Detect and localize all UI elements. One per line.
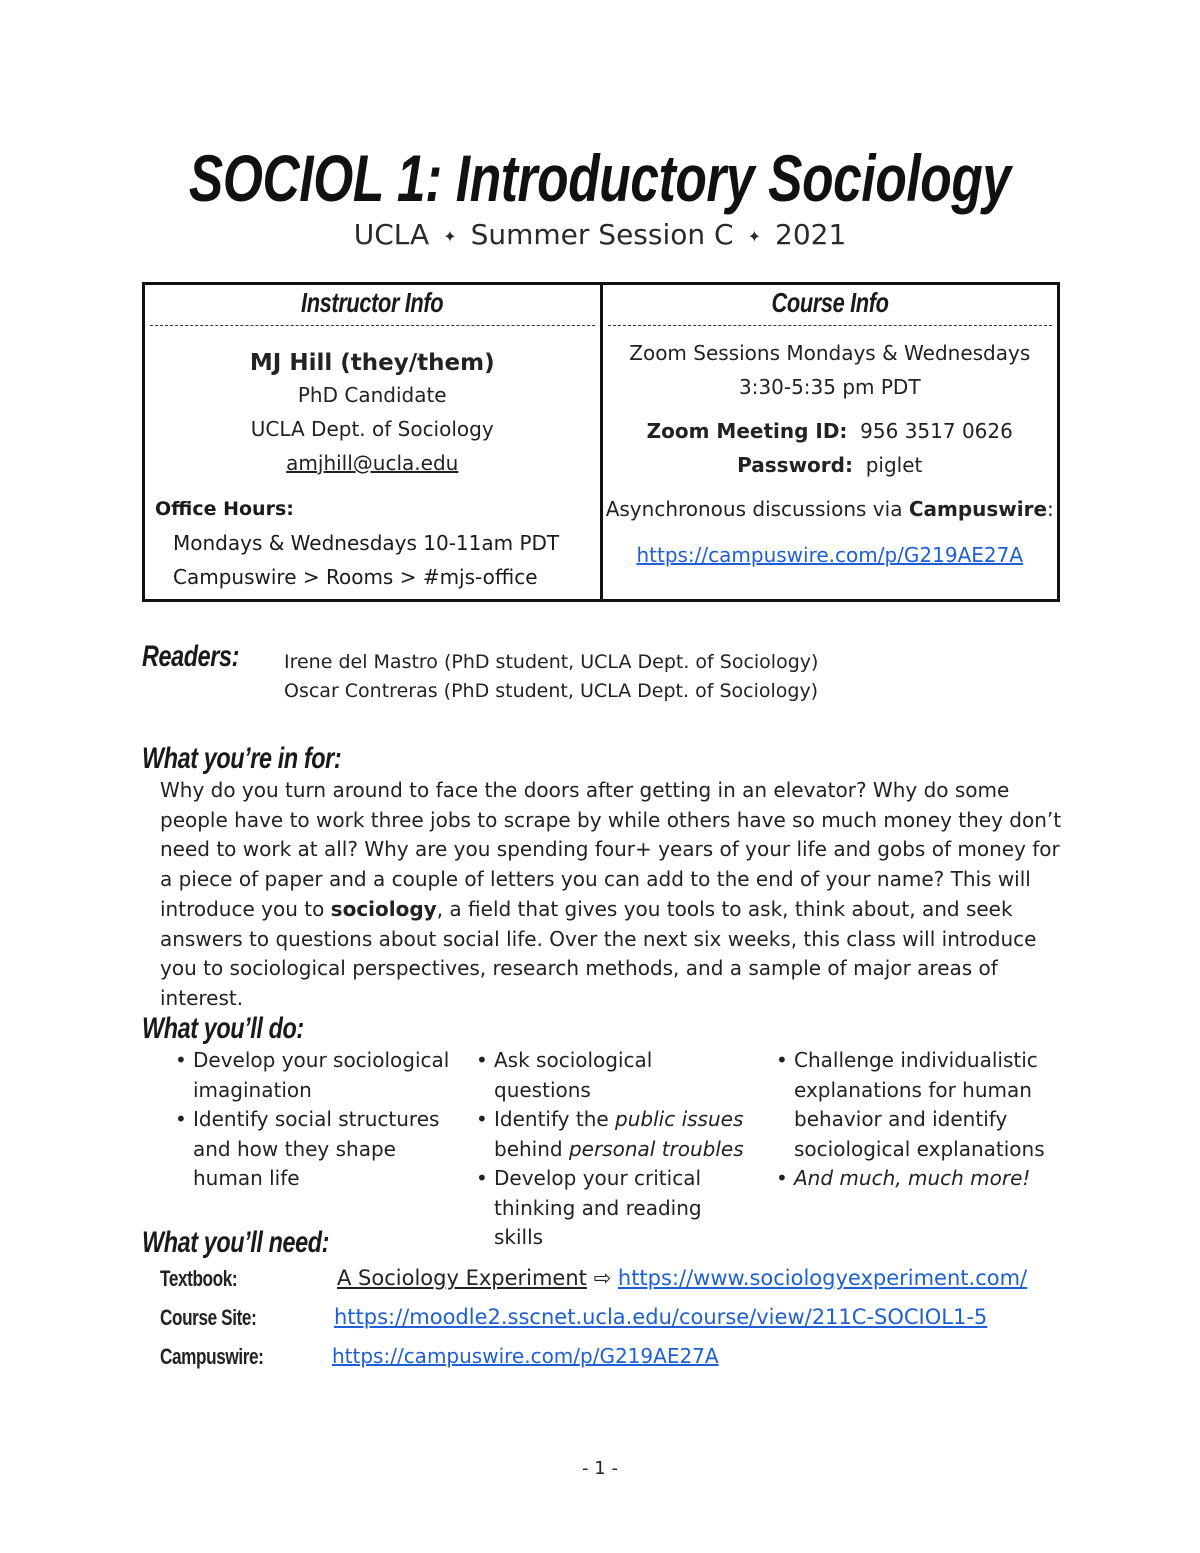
textbook-label: Textbook: xyxy=(160,1266,238,1291)
zoom-meeting-id: Zoom Meeting ID: 956 3517 0626 xyxy=(646,419,1013,443)
instructor-heading: Instructor Info xyxy=(150,285,595,326)
course-site-link[interactable]: https://moodle2.sscnet.ucla.edu/course/view/211C-SOCIOL1-5 xyxy=(334,1305,988,1329)
list-item: • Identify the public issues behind personal troubles xyxy=(474,1105,754,1164)
subtitle xyxy=(0,218,1200,251)
instructor-name: MJ Hill (they/them) xyxy=(249,350,495,376)
reader-item: Oscar Contreras (PhD student, UCLA Dept. of Sociology) xyxy=(284,680,819,702)
page-title: SOCIOL 1: Introductory Sociology xyxy=(189,141,1011,215)
course-site-label: Course Site: xyxy=(160,1305,257,1330)
todo-list-3 xyxy=(774,1046,1049,1194)
info-box xyxy=(142,282,1060,602)
campuswire-url-link[interactable]: https://campuswire.com/p/G219AE27A xyxy=(332,1344,719,1368)
textbook-title-link[interactable]: A Sociology Experiment xyxy=(337,1266,587,1290)
todo-list-1 xyxy=(173,1046,458,1194)
readers-list xyxy=(284,648,818,706)
instructor-role: PhD Candidate xyxy=(297,383,447,407)
instructor-info xyxy=(145,285,600,599)
star-icon: ✦ xyxy=(443,226,457,246)
subtitle-year: 2021 xyxy=(775,218,847,251)
todo-list-2 xyxy=(474,1046,754,1253)
campuswire-link[interactable]: https://campuswire.com/p/G219AE27A xyxy=(636,543,1024,567)
office-hours-time: Mondays & Wednesdays 10-11am PDT xyxy=(173,531,560,555)
list-item: • Identify social structures and how they shape human life xyxy=(173,1105,458,1194)
list-item: • Challenge individualistic explanations for human behavior and identify sociological explanations xyxy=(774,1046,1049,1164)
zoom-sessions: Zoom Sessions Mondays & Wednesdays xyxy=(629,341,1031,365)
star-icon: ✦ xyxy=(747,226,761,246)
textbook-url-link[interactable]: https://www.sociologyexperiment.com/ xyxy=(617,1266,1028,1290)
zoom-password: Password: piglet xyxy=(737,453,923,477)
list-item: • And much, much more! xyxy=(774,1164,1049,1194)
page-number: - 1 - xyxy=(582,1458,618,1479)
course-heading: Course Info xyxy=(608,285,1053,326)
arrow-right-icon: ⇨ xyxy=(593,1266,612,1290)
course-info xyxy=(600,285,1058,599)
async-discussions: Asynchronous discussions via Campuswire: xyxy=(605,497,1054,521)
readers-heading: Readers: xyxy=(142,640,240,673)
zoom-time: 3:30-5:35 pm PDT xyxy=(738,375,921,399)
campuswire-label: Campuswire: xyxy=(160,1344,264,1369)
subtitle-school: UCLA xyxy=(353,218,430,251)
instructor-email-link[interactable]: amjhill@ucla.edu xyxy=(286,451,459,475)
needs-heading: What you’ll need: xyxy=(142,1226,330,1259)
subtitle-term: Summer Session C xyxy=(470,218,734,251)
intro-paragraph: Why do you turn around to face the doors after getting in an elevator? Why do some people have to work three jobs to scrape by while others have so much money they don’t need to work at all? Why are you spending four+ years of your life and gobs of money for a piece of paper and a couple of letters you can add to the end of your name? This will introduce you to sociology, a field that gives you tools to ask, think about, and seek answers to questions about social life. Over the next six weeks, this class will introduce you to sociological perspectives, research methods, and a sample of major areas of interest. xyxy=(160,778,1062,1010)
instructor-dept: UCLA Dept. of Sociology xyxy=(250,417,494,441)
list-item: • Develop your sociological imagination xyxy=(173,1046,458,1105)
intro-heading: What you’re in for: xyxy=(142,742,342,775)
list-item: • Develop your critical thinking and reading skills xyxy=(474,1164,754,1253)
reader-item: Irene del Mastro (PhD student, UCLA Dept. of Sociology) xyxy=(284,651,819,673)
todo-heading: What you’ll do: xyxy=(142,1012,304,1045)
office-hours-location: Campuswire > Rooms > #mjs-office xyxy=(173,565,538,589)
office-hours-label: Office Hours: xyxy=(155,498,294,520)
list-item: • Ask sociological questions xyxy=(474,1046,754,1105)
